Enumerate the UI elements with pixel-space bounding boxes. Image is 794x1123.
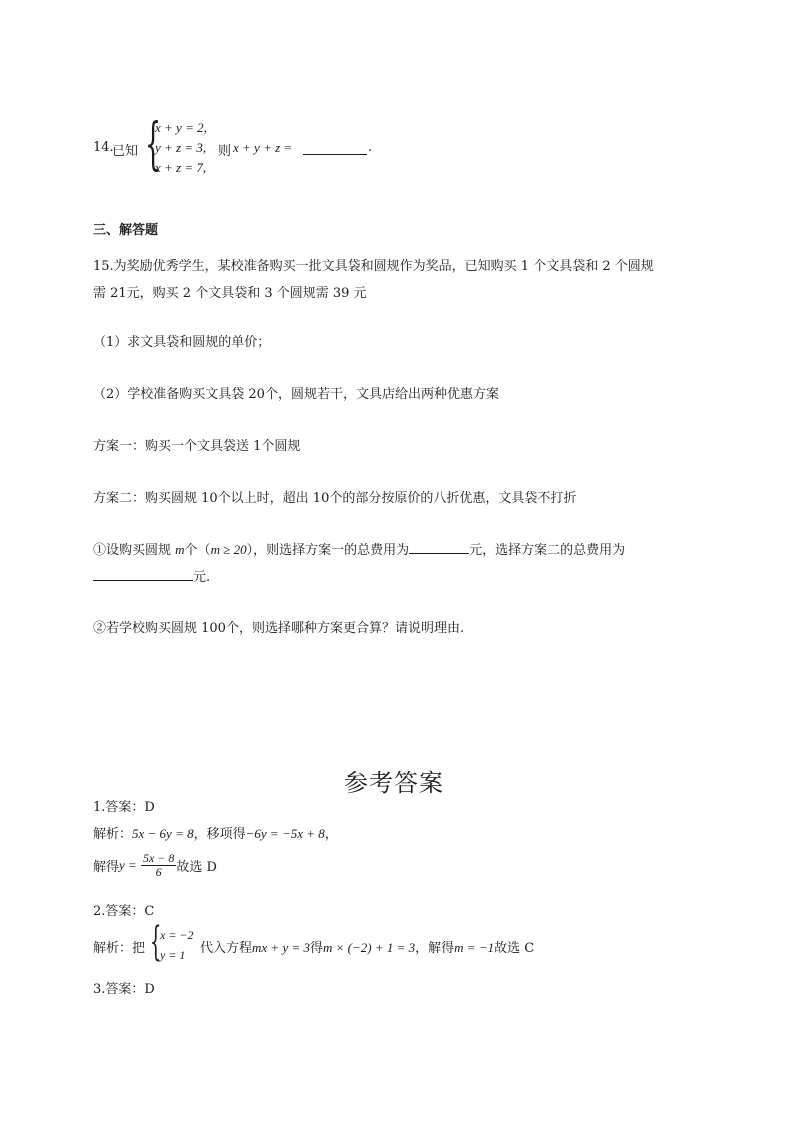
- fraction: [141, 852, 176, 879]
- answer-1-label: 1.答案：D: [93, 800, 155, 815]
- sub-question-2: ②若学校购买圆规 100个，则选择哪种方案更合算？请说明理由.: [93, 621, 465, 636]
- text-get: 得: [310, 941, 324, 956]
- explanation-rest: [200, 937, 534, 956]
- answers-title: 参考答案: [344, 769, 444, 797]
- question-15-line-1: 15.为奖励优秀学生，某校准备购买一批文具袋和圆规作为奖品，已知购买 1 个文具袋和 2 个圆规: [93, 259, 654, 274]
- sub-question-1-text-c: ），则选择方案一的总费用为: [246, 543, 410, 558]
- explanation-end: ，: [324, 827, 338, 842]
- text-choose: 故选 C: [494, 941, 535, 956]
- text-substitute: 代入方程: [200, 941, 253, 956]
- question-number: 14.: [93, 140, 114, 155]
- condition-expression: m ≥ 20: [210, 542, 247, 557]
- solution-end: 故选 D: [176, 860, 217, 876]
- equation-substituted: m × (−2) + 1 = 3: [323, 940, 416, 955]
- answer-1-explanation: [93, 823, 338, 842]
- plan-one: 方案一：购买一个文具袋送 1个圆规: [93, 439, 301, 454]
- system-brace: {: [150, 919, 162, 965]
- equation-result: m = −1: [454, 940, 495, 955]
- equation-3: x + z = 7,: [155, 160, 207, 175]
- sub-question-1-text-d: 元，选择方案二的总费用为: [469, 543, 626, 558]
- equation: 5x − 6y = 8: [132, 826, 194, 841]
- text-solve: ，解得: [415, 941, 455, 956]
- answer-2-label: 2.答案：C: [93, 904, 155, 919]
- plan-two: 方案二：购买圆规 10个以上时，超出 10个的部分按原价的八折优惠，文具袋不打折: [93, 491, 577, 506]
- equation: mx + y = 3: [252, 940, 310, 955]
- answer-blank-1: [409, 541, 469, 554]
- question-15-line-2: 需 21元，购买 2 个文具袋和 3 个圆规需 39 元: [93, 286, 367, 301]
- question-prefix: 已知: [112, 144, 139, 159]
- solution-lhs: y =: [119, 857, 137, 873]
- answer-3-label: 3.答案：D: [93, 982, 155, 997]
- question-15-part-2: （2）学校准备购买文具袋 20个，圆规若干，文具店给出两种优惠方案: [93, 387, 499, 402]
- then-word: 则: [218, 144, 232, 159]
- explanation-prefix: 解析：把: [93, 941, 146, 956]
- question-15-part-1: （1）求文具袋和圆规的单价；: [93, 335, 271, 350]
- sub-question-1-text-a: ①设购买圆规: [93, 543, 172, 558]
- answer-blank-2: [93, 568, 193, 581]
- system-line-2: y = 1: [160, 948, 186, 962]
- fraction-denominator: 6: [155, 865, 162, 880]
- answer-blank: [303, 142, 367, 155]
- fraction-numerator: 5x − 8: [142, 851, 175, 865]
- variable-m: m: [175, 542, 185, 557]
- section-heading: 三、解答题: [93, 223, 159, 238]
- system-line-1: x = −2: [160, 928, 194, 942]
- explanation-prefix: 解析：: [93, 827, 133, 842]
- sub-question-1-text-b: 个（: [184, 543, 211, 558]
- solution-prefix: 解得: [93, 860, 120, 876]
- end-period: .: [368, 140, 373, 155]
- equation-2: y + z = 3,: [155, 140, 207, 155]
- target-expression: x + y + z =: [233, 140, 293, 155]
- explanation-mid: ，移项得: [193, 827, 246, 842]
- sub-question-1-text-e: 元.: [193, 570, 211, 585]
- equation-rearranged: −6y = −5x + 8: [245, 826, 325, 841]
- system-brace: {: [145, 112, 162, 177]
- sub-question-1-cont: [93, 566, 210, 585]
- equation-1: x + y = 2,: [155, 120, 207, 135]
- answer-1-solution: [93, 852, 217, 879]
- sub-question-1: [93, 539, 625, 558]
